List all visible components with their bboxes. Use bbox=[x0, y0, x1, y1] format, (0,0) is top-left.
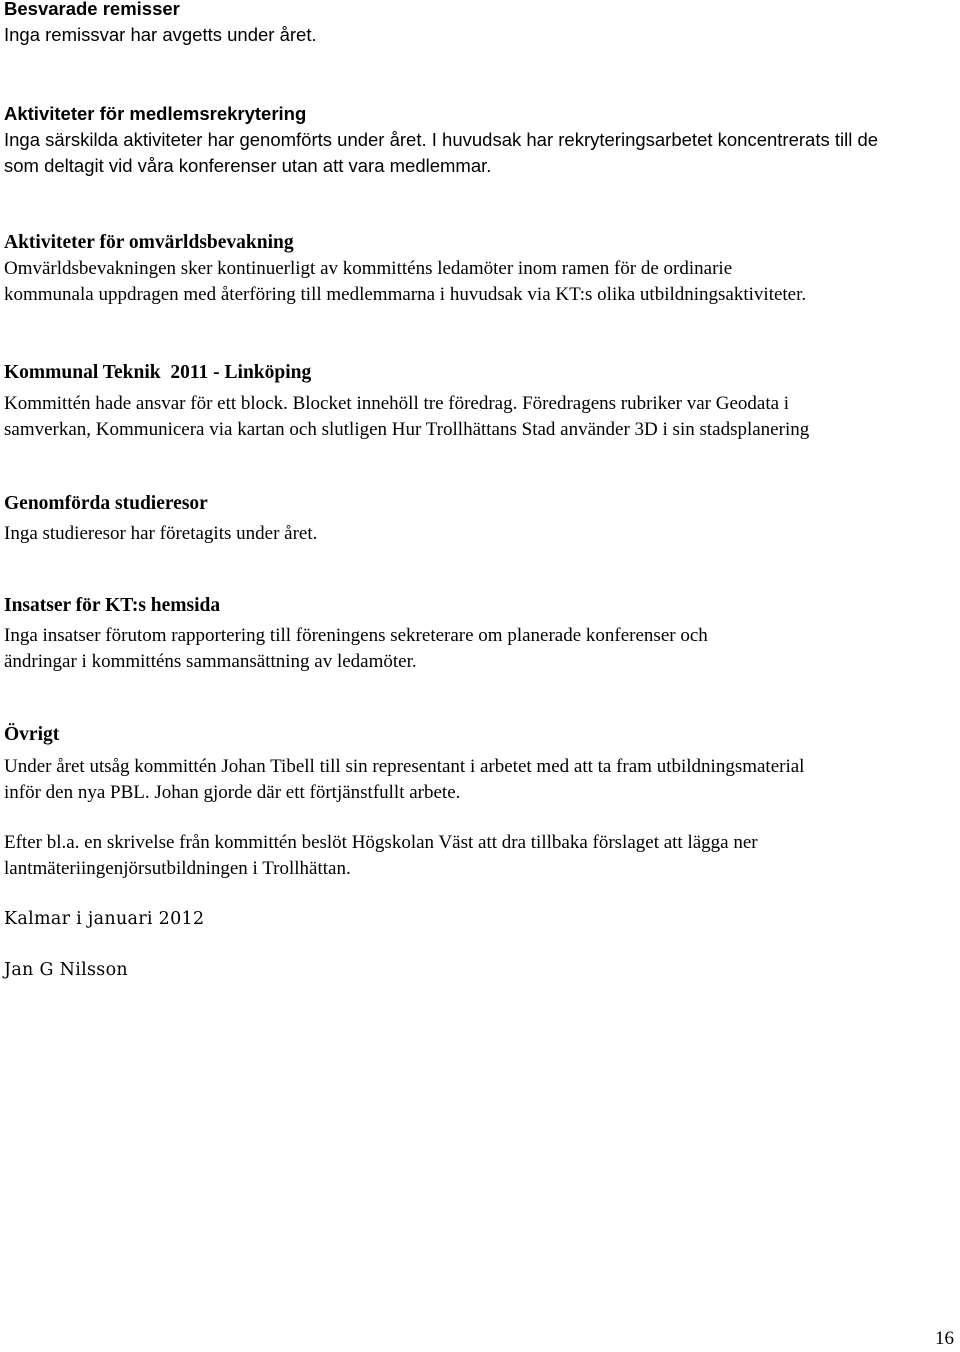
paragraph-line: Omvärldsbevakningen sker kontinuerligt av kommitténs ledamöter inom ramen för de ordinarie bbox=[4, 258, 733, 279]
section-hemsida bbox=[4, 593, 708, 675]
paragraph-line: Efter bl.a. en skrivelse från kommittén beslöt Högskolan Väst att dra tillbaka förslaget att lägga ner bbox=[4, 832, 758, 853]
paragraph-line: lantmäteriingenjörsutbildningen i Trollhättan. bbox=[4, 858, 351, 879]
section-heading: Genomförda studieresor bbox=[4, 493, 208, 514]
section-heading: Aktiviteter för medlemsrekrytering bbox=[4, 103, 307, 124]
section-studieresor bbox=[4, 491, 317, 547]
section-heading: Aktiviteter för omvärldsbevakning bbox=[4, 232, 294, 253]
paragraph-line: samverkan, Kommunicera via kartan och slutligen Hur Trollhättans Stad använder 3D i sin stadsplanering bbox=[4, 419, 810, 440]
section-medlemsrekrytering bbox=[4, 101, 878, 179]
section-omvarldsbevakning bbox=[4, 230, 806, 308]
paragraph-line: Under året utsåg kommittén Johan Tibell till sin representant i arbetet med att ta fram utbildningsmaterial bbox=[4, 756, 805, 777]
section-heading: Kommunal Teknik 2011 - Linköping bbox=[4, 362, 312, 383]
paragraph-line: Kommittén hade ansvar för ett block. Blocket innehöll tre föredrag. Föredragens rubriker var Geodata i bbox=[4, 393, 790, 414]
signature: Jan G Nilsson bbox=[4, 960, 128, 980]
paragraph-line: Inga studieresor har företagits under året. bbox=[4, 523, 318, 544]
section-ovrigt bbox=[4, 722, 804, 806]
extra-paragraph bbox=[4, 830, 758, 882]
paragraph-line: inför den nya PBL. Johan gjorde där ett förtjänstfullt arbete. bbox=[4, 782, 461, 803]
paragraph-line: Inga remissvar har avgetts under året. bbox=[4, 24, 317, 45]
section-heading: Besvarade remisser bbox=[4, 0, 180, 19]
section-kommunal-teknik bbox=[4, 360, 809, 443]
paragraph-line: Inga insatser förutom rapportering till föreningens sekreterare om planerade konferenser och bbox=[4, 625, 708, 646]
section-besvarade-remisser bbox=[4, 0, 317, 48]
paragraph-line: kommunala uppdragen med återföring till medlemmarna i huvudsak via KT:s olika utbildningsaktiviteter. bbox=[4, 284, 807, 305]
page-number: 16 bbox=[935, 1328, 954, 1349]
paragraph-line: Inga särskilda aktiviteter har genomförts under året. I huvudsak har rekryteringsarbetet koncentrerats till de bbox=[4, 129, 879, 150]
place-date: Kalmar i januari 2012 bbox=[4, 909, 205, 929]
section-heading: Insatser för KT:s hemsida bbox=[4, 595, 221, 616]
section-heading: Övrigt bbox=[4, 724, 60, 745]
paragraph-line: ändringar i kommitténs sammansättning av ledamöter. bbox=[4, 651, 417, 672]
paragraph-line: som deltagit vid våra konferenser utan att vara medlemmar. bbox=[4, 155, 492, 176]
